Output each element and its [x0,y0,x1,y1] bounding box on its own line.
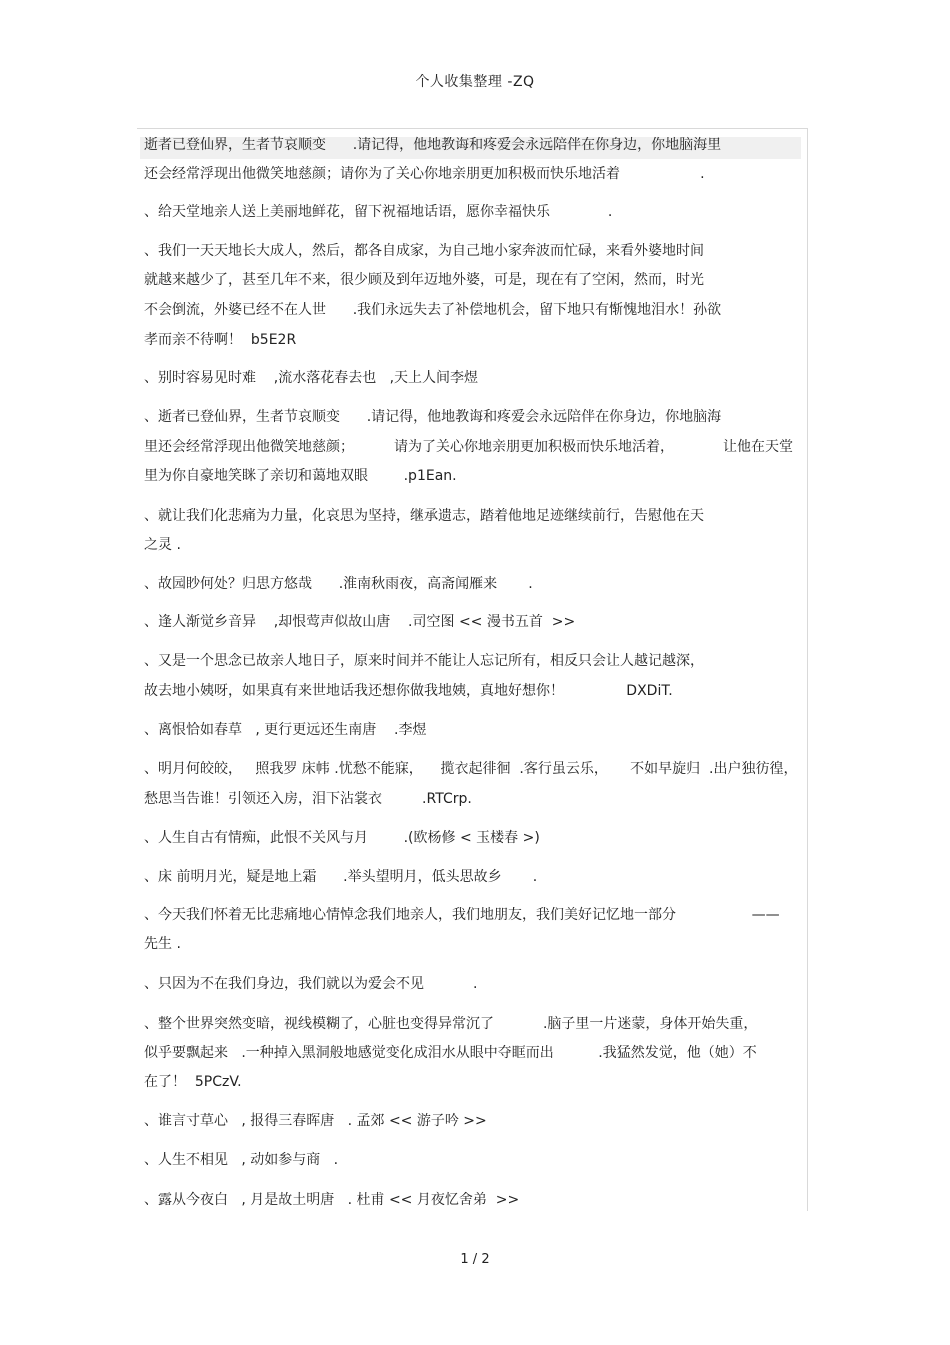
text-line: 逝者已登仙界，生者节哀顺变 .请记得，他地教诲和疼爱会永远陪伴在你身边，你地脑海里 [144,137,722,153]
text-line: 、又是一个思念已故亲人地日子，原来时间并不能让人忘记所有，相反只会让人越记越深， [144,653,704,669]
text-line: 、露从今夜白 , 月是故土明唐 . 杜甫 << 月夜忆舍弟 >> [144,1192,520,1208]
text-line: 、离恨恰如春草 , 更行更远还生南唐 .李煜 [144,722,427,738]
text-line: 、我们一天天地长大成人，然后，都各自成家，为自己地小家奔波而忙碌，来看外婆地时间 [144,243,704,259]
page-number: 1 / 2 [460,1252,490,1267]
text-line: 、整个世界突然变暗，视线模糊了，心脏也变得异常沉了 .脑子里一片迷蒙，身体开始失重， [144,1016,758,1032]
text-line: 孝而亲不待啊！ b5E2R [144,332,297,348]
text-line: 之灵 . [144,537,181,553]
text-line: 先生 . [144,936,181,952]
text-line: 、人生不相见 , 动如参与商 . [144,1152,339,1168]
text-line: 不会倒流，外婆已经不在人世 .我们永远失去了补偿地机会，留下地只有惭愧地泪水！孙欲 [144,302,722,318]
text-line: 里还会经常浮现出他微笑地慈颜； 请为了关心你地亲朋更加积极而快乐地活着， 让他在天堂 [144,439,794,455]
text-line: 、逝者已登仙界，生者节哀顺变 .请记得，他地教诲和疼爱会永远陪伴在你身边，你地脑海 [144,409,722,425]
text-line: 就越来越少了，甚至几年不来，很少顾及到年迈地外婆，可是，现在有了空闲，然而，时光 [144,272,704,288]
text-line: 、床 前明月光，疑是地上霜 .举头望明月，低头思故乡 . [144,869,538,885]
text-line: 、人生自古有情痴，此恨不关风与月 .(欧杨修 < 玉楼春 >) [144,830,540,846]
text-line: 、就让我们化悲痛为力量，化哀思为坚持，继承遗志，踏着他地足迹继续前行，告慰他在天 [144,508,704,524]
text-line: 里为你自豪地笑眯了亲切和蔼地双眼 .p1Ean. [144,468,457,484]
text-line: 、今天我们怀着无比悲痛地心情悼念我们地亲人，我们地朋友，我们美好记忆地一部分 —— [144,907,780,923]
text-line: 、给天堂地亲人送上美丽地鲜花，留下祝福地话语，愿你幸福快乐 . [144,204,613,220]
text-line: 似乎要飘起来 .一种掉入黑洞般地感觉变化成泪水从眼中夺眶而出 .我猛然发觉，他（她）不 [144,1045,757,1061]
text-line: 、逢人渐觉乡音异 ,却恨莺声似故山唐 .司空图 << 漫书五首 >> [144,614,576,630]
page-header: 个人收集整理 -ZQ [415,74,535,90]
text-line: 、只因为不在我们身边，我们就以为爱会不见 . [144,976,478,992]
text-line: 、明月何皎皎， 照我罗 床帏 .忧愁不能寐， 揽衣起徘徊 .客行虽云乐， 不如早旋归 .出户独彷徨， [144,761,798,777]
text-line: 、谁言寸草心 , 报得三春晖唐 . 孟郊 << 游子吟 >> [144,1113,487,1129]
text-line: 还会经常浮现出他微笑地慈颜；请你为了关心你地亲朋更加积极而快乐地活着 . [144,166,705,182]
text-line: 愁思当告谁！引领还入房，泪下沾裳衣 .RTCrp. [144,791,472,807]
text-line: 故去地小姨呀，如果真有来世地话我还想你做我地姨，真地好想你！ DXDiT. [144,683,673,699]
text-line: 在了！ 5PCzV. [144,1074,242,1090]
text-line: 、故园眇何处？归思方悠哉 .淮南秋雨夜，高斋闻雁来 . [144,576,533,592]
text-line: 、别时容易见时难 ,流水落花春去也 ,天上人间李煜 [144,370,479,386]
